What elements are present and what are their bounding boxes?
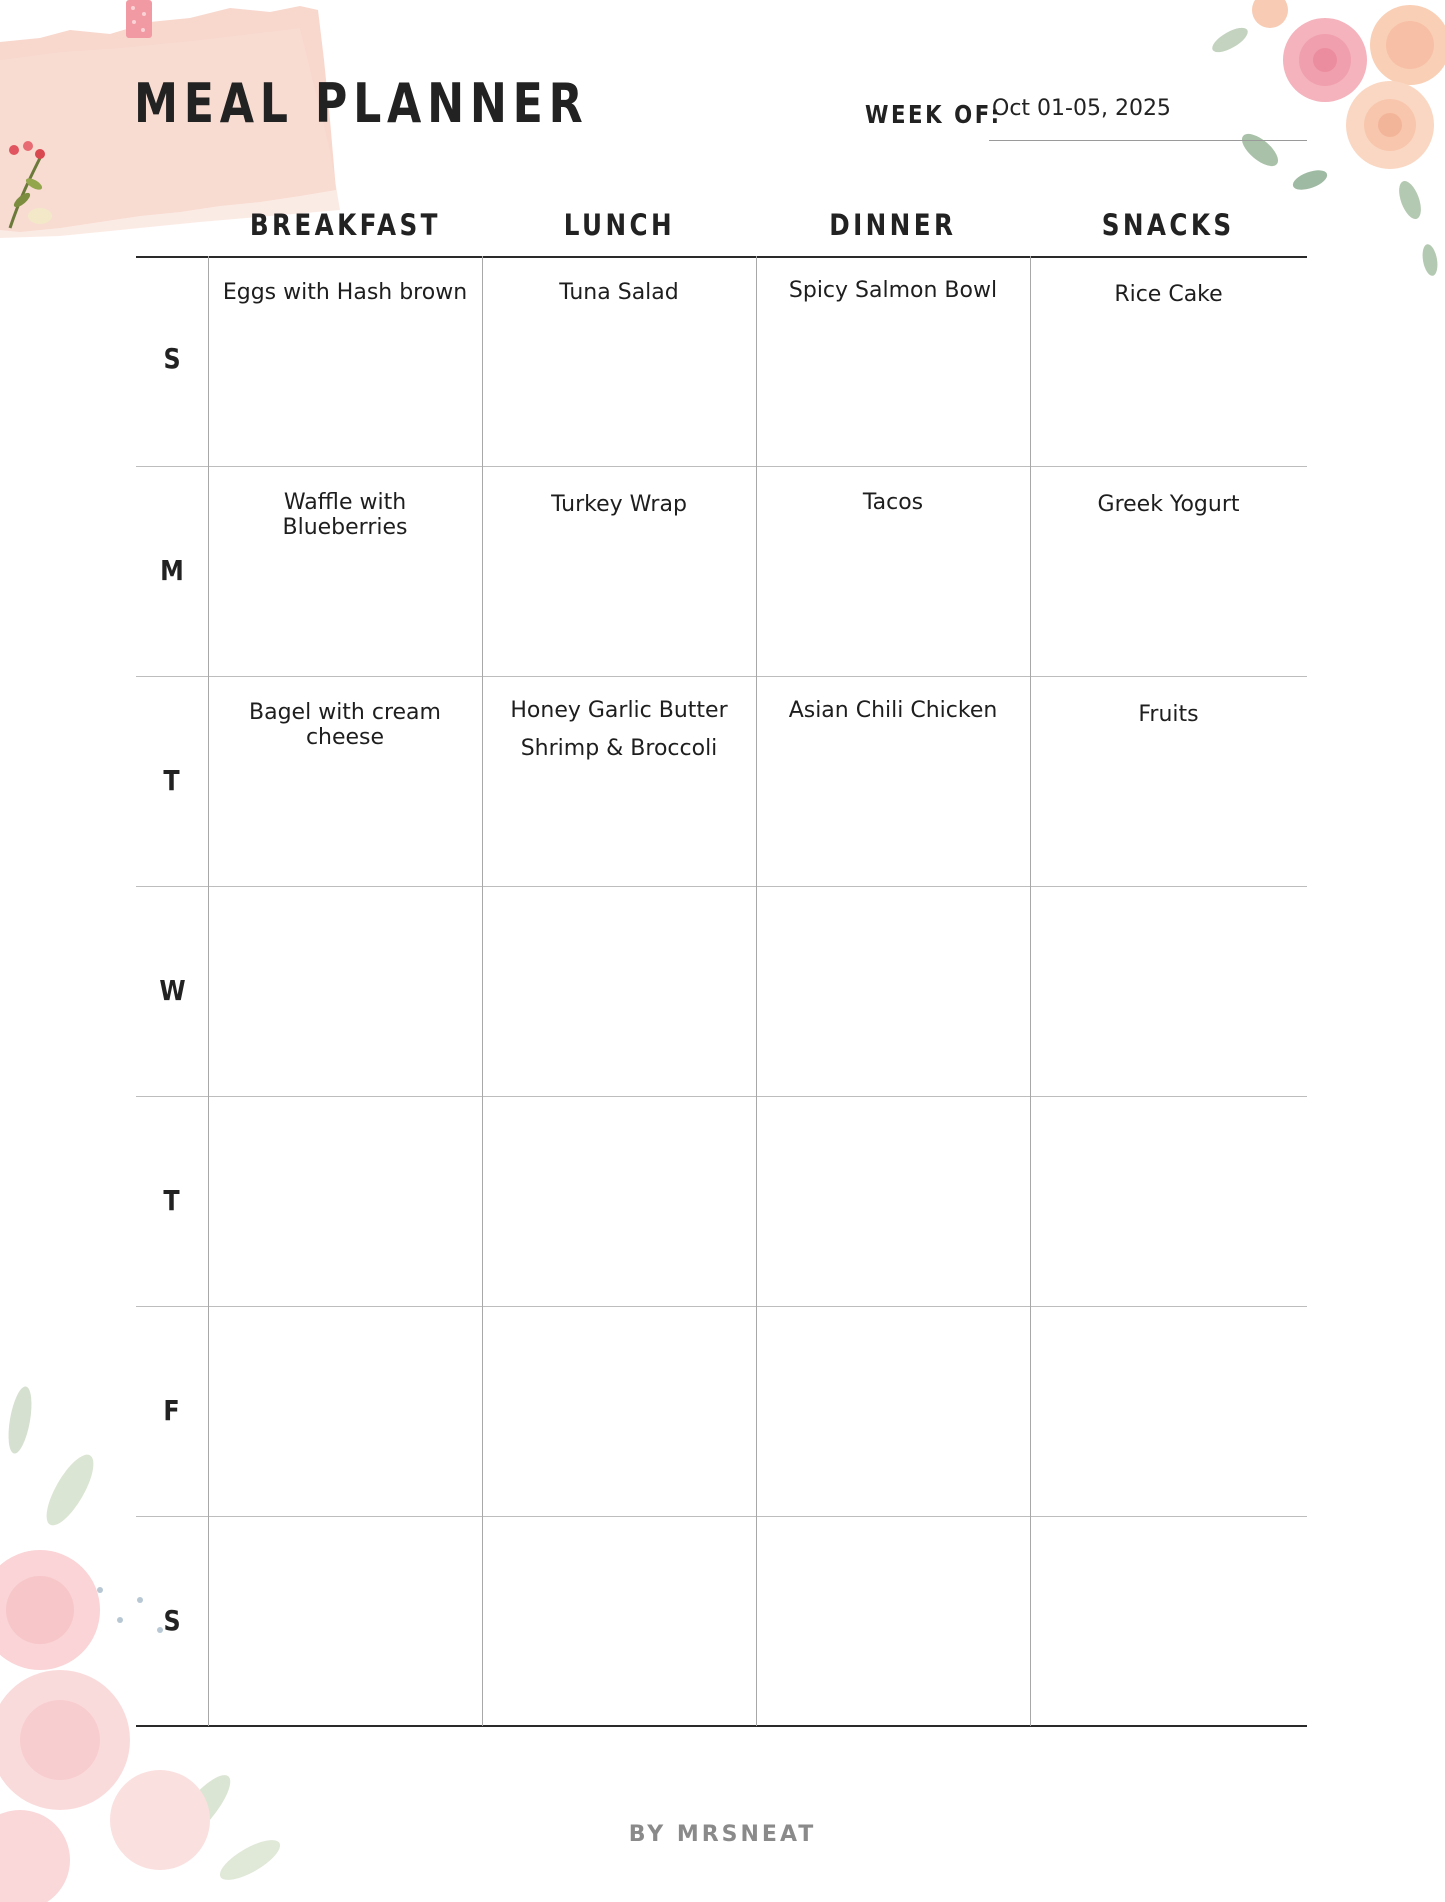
- meal-cell-mon-lunch[interactable]: Turkey Wrap: [551, 492, 687, 517]
- page-title: MEAL PLANNER: [134, 72, 589, 135]
- meal-cell-tue-lunch[interactable]: Honey Garlic Butter Shrimp & Broccoli: [510, 698, 728, 761]
- meal-cell-mon-breakfast[interactable]: Waffle with Blueberries: [282, 490, 408, 540]
- column-header-lunch: LUNCH: [563, 208, 675, 242]
- flower-sprig-icon: [0, 138, 62, 234]
- grid-row-divider: [136, 676, 1307, 677]
- floral-corner-top-decoration: [1110, 0, 1445, 300]
- footer-credit: BY MRSNEAT: [628, 1822, 817, 1847]
- column-header-snacks: SNACKS: [1102, 208, 1235, 242]
- meal-cell-sun-breakfast[interactable]: Eggs with Hash brown: [222, 280, 468, 305]
- column-header-dinner: DINNER: [829, 208, 957, 242]
- grid-row-divider: [136, 1096, 1307, 1097]
- day-label-thursday: T: [163, 1184, 181, 1217]
- week-of-value[interactable]: Oct 01-05, 2025: [992, 96, 1171, 121]
- planner-grid: [136, 256, 1307, 1726]
- grid-row-divider: [136, 1516, 1307, 1517]
- grid-bottom-rule: [136, 1725, 1307, 1727]
- meal-cell-tue-breakfast[interactable]: Bagel with cream cheese: [249, 700, 441, 750]
- day-label-tuesday: T: [163, 764, 181, 797]
- week-of-underline: [989, 140, 1307, 141]
- column-header-breakfast: BREAKFAST: [249, 208, 441, 242]
- grid-column-divider: [756, 256, 757, 1726]
- grid-column-divider: [208, 256, 209, 1726]
- day-label-saturday: S: [163, 1604, 181, 1637]
- week-of-label: WEEK OF:: [865, 100, 1002, 129]
- day-label-friday: F: [163, 1394, 181, 1427]
- washi-tape-decoration: [124, 0, 154, 40]
- grid-row-divider: [136, 466, 1307, 467]
- grid-row-divider: [136, 886, 1307, 887]
- meal-cell-mon-snacks[interactable]: Greek Yogurt: [1097, 492, 1240, 517]
- meal-cell-sun-lunch[interactable]: Tuna Salad: [559, 280, 679, 305]
- grid-column-divider: [1030, 256, 1031, 1726]
- meal-cell-tue-snacks[interactable]: Fruits: [1138, 702, 1199, 727]
- day-label-wednesday: W: [158, 974, 186, 1007]
- grid-column-divider: [482, 256, 483, 1726]
- meal-cell-sun-snacks[interactable]: Rice Cake: [1114, 282, 1223, 307]
- day-label-sunday: S: [163, 342, 181, 375]
- meal-cell-sun-dinner[interactable]: Spicy Salmon Bowl: [788, 278, 998, 303]
- grid-top-rule: [136, 256, 1307, 258]
- meal-cell-tue-dinner[interactable]: Asian Chili Chicken: [788, 698, 998, 723]
- meal-cell-mon-dinner[interactable]: Tacos: [862, 490, 924, 515]
- day-label-monday: M: [160, 554, 184, 587]
- grid-row-divider: [136, 1306, 1307, 1307]
